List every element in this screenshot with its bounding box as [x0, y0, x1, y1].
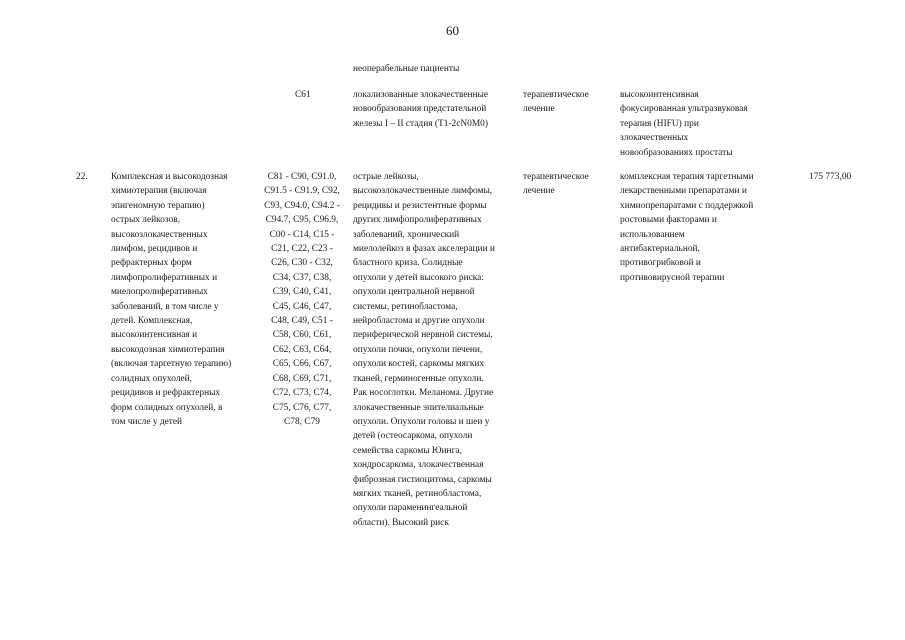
page-number: 60: [446, 23, 459, 38]
row-c61-method: высокоинтенсивная фокусированная ультразвуковая терапия (HIFU) при злокачественных новообразованиях простаты: [620, 90, 748, 158]
row-22-index: 22.: [76, 172, 88, 182]
row-22-treatment-type: терапевтическое лечение: [523, 172, 589, 197]
row-c61-treatment-type: терапевтическое лечение: [523, 90, 589, 115]
row-22-cost: 175 773,00: [809, 172, 852, 182]
row-22-method: комплексная терапия таргетными лекарственными препаратами и химиопрепаратами с поддержкой ростовыми факторами и использованием антибактериальной, противогрибковой и противовирусной терапии: [620, 172, 754, 283]
row-22-name: Комплексная и высокодозная химиотерапия (включая эпигеномную терапию) острых лейкозов, высокозлокачественных лимфом, рецидивов и рефрактерных форм лимфопролиферативных и миелопролиферативных заболеваний, в том числе у детей. Комплексная, высокоинтенсивная и высокодозная химиотерапия (включая таргетную терапию) солидных опухолей, рецидивов и рефрактерных форм солидных опухолей, в том числе у детей: [111, 172, 232, 427]
row-c61-code: C61: [295, 90, 311, 100]
row-22-codes: C81 - C90, C91.0, C91.5 - C91.9, C92, C93, C94.0, C94.2 - C94.7, C95, C96.9, C00 - C14, C15 - C21, C22, C23 - C26, C30 - C32, C34, C37, C38, C39, C40, C41, C45, C46, C47, C48, C49, C51 - C58, C60, C61, C62, C63, C64, C65, C66, C67, C68, C69, C71, C72, C73, C74, C75, C76, C77, C78, C79: [264, 172, 340, 427]
row-c61-disease: локализованные злокачественные новообразования предстательной железы I – II стадия (T1-2cN0M0): [353, 90, 489, 129]
continuation-patients-note: неоперабельные пациенты: [353, 64, 460, 74]
row-22-disease: острые лейкозы, высокозлокачественные лимфомы, рецидивы и резистентные формы других лимфопролиферативных заболеваний, хронический миелолейкоз в фазах акселерации и бластного криза. Солидные опухоли у детей высокого риска: опухоли центральной нервной системы, ретинобластома, нейробластома и другие опухоли периферической нервной системы, опухоли почки, опухоли печени, опухоли костей, саркомы мягких тканей, герминогенные опухоли. Рак носоглотки. Меланома. Другие злокачественные эпителиальные опухоли. Опухоли головы и шеи у детей (остеосаркома, опухоли семейства саркомы Юинга, хондросаркома, злокачественная фиброзная гистиоцитома, саркомы мягких тканей, ретинобластома, опухоли параменингеальной области). Высокий риск: [353, 172, 495, 528]
